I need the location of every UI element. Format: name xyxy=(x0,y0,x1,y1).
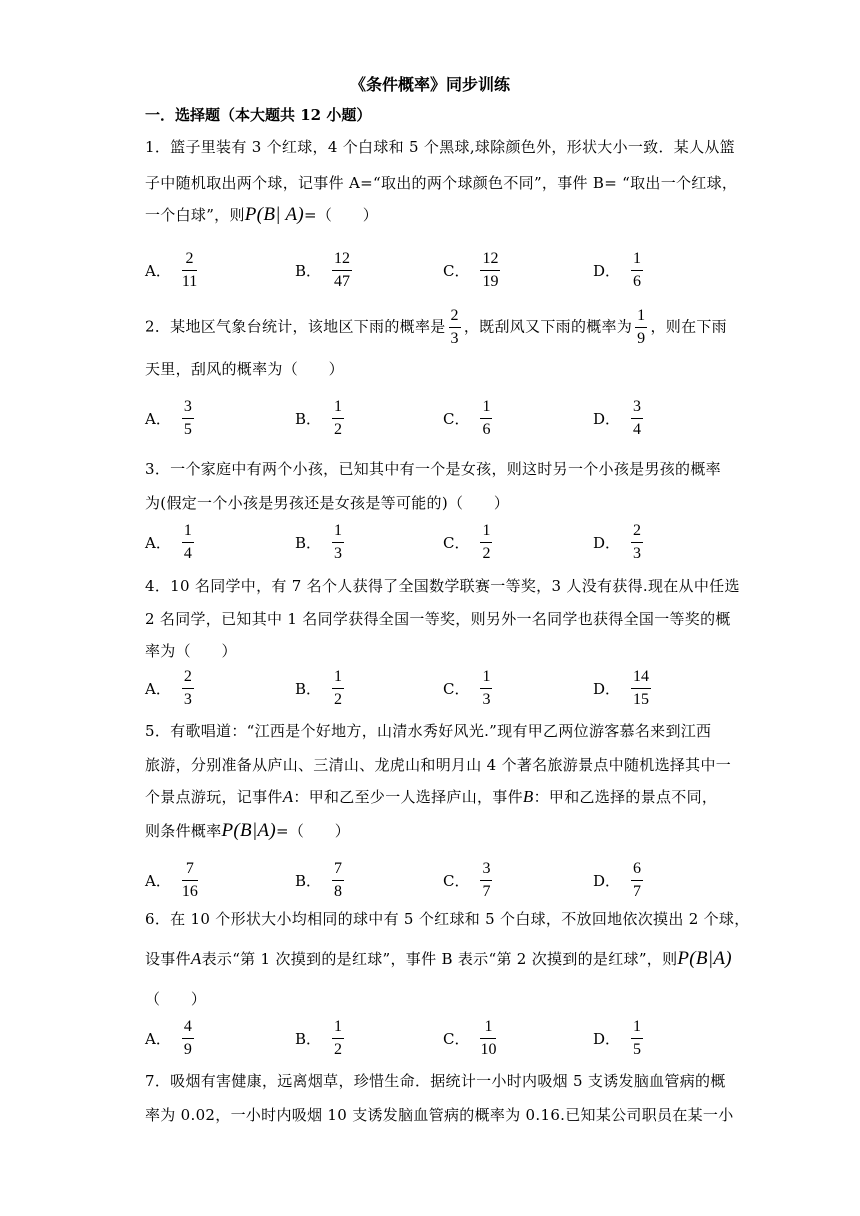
option-d[interactable]: D． $\frac{1}{5}$ xyxy=(593,1017,642,1058)
q3-line-2: 为(假定一个小孩是男孩还是女孩是等可能的)（ ） xyxy=(145,494,510,512)
fraction: $\frac{6}{7}$ xyxy=(633,859,642,900)
fraction: $\frac{12}{47}$ xyxy=(334,249,351,290)
q1-options xyxy=(145,248,745,292)
fraction: $\frac{1}{2}$ xyxy=(482,521,491,562)
q5-line-1: 5．有歌唱道：“江西是个好地方，山清水秀好风光.”现有甲乙两位游客慕名来到江西 xyxy=(145,722,712,740)
fraction: $\frac{7}{8}$ xyxy=(334,859,343,900)
fraction: $\frac{12}{19}$ xyxy=(482,249,499,290)
fraction: $\frac{14}{15}$ xyxy=(633,667,650,708)
formula-p-b-given-a: P(B|A) xyxy=(221,820,277,841)
q1-line-3: 一个白球”，则P(B| A)=（ ） xyxy=(145,204,379,225)
event-a-symbol: A xyxy=(282,787,294,806)
q5-line-2: 旅游，分别准备从庐山、三清山、龙虎山和明月山 4 个著名旅游景点中随机选择其中一 xyxy=(145,756,732,774)
option-a[interactable]: A． $\frac{1}{4}$ xyxy=(145,521,192,562)
event-b-symbol: B xyxy=(522,787,534,806)
q1-line-1: 1．篮子里装有 3 个红球，4 个白球和 5 个黑球,球除颜色外，形状大小一致．某人从篮 xyxy=(145,138,735,156)
fraction: $\frac{1}{3}$ xyxy=(482,667,491,708)
option-b[interactable]: B． $\frac{1}{2}$ xyxy=(295,397,343,438)
option-b[interactable]: B． $\frac{1}{3}$ xyxy=(295,521,343,562)
page-title: 《条件概率》同步训练 xyxy=(349,75,510,94)
option-c[interactable]: C． $\frac{12}{19}$ xyxy=(443,249,499,290)
event-a-symbol: A xyxy=(190,949,202,968)
option-c[interactable]: C． $\frac{3}{7}$ xyxy=(443,859,491,900)
option-d[interactable]: D． $\frac{14}{15}$ xyxy=(593,667,650,708)
fraction: $\frac{1}{2}$ xyxy=(334,667,343,708)
option-a[interactable]: A． $\frac{3}{5}$ xyxy=(145,397,192,438)
fraction: $\frac{3}{5}$ xyxy=(183,397,192,438)
q2-options xyxy=(145,396,745,440)
option-c[interactable]: C． $\frac{1}{2}$ xyxy=(443,521,491,562)
q3-line-1: 3．一个家庭中有两个小孩，已知其中有一个是女孩，则这时另一个小孩是男孩的概率 xyxy=(145,460,721,478)
fraction: $\frac{1}{2}$ xyxy=(334,1017,343,1058)
option-b[interactable]: B． $\frac{12}{47}$ xyxy=(295,249,351,290)
fraction: $\frac{2}{3}$ xyxy=(183,667,192,708)
formula-p-b-given-a: P(B|A) xyxy=(677,948,732,969)
fraction: $\frac{1}{9}$ xyxy=(637,307,646,347)
option-c[interactable]: C． $\frac{1}{10}$ xyxy=(443,1017,497,1058)
fraction: $\frac{1}{6}$ xyxy=(482,397,491,438)
option-b[interactable]: B． $\frac{7}{8}$ xyxy=(295,859,343,900)
option-b[interactable]: B． $\frac{1}{2}$ xyxy=(295,667,343,708)
option-a[interactable]: A． $\frac{2}{11}$ xyxy=(145,249,198,290)
q4-line-2: 2 名同学，已知其中 1 名同学获得全国一等奖，则另外一名同学也获得全国一等奖的概 xyxy=(145,610,731,628)
fraction: $\frac{2}{11}$ xyxy=(181,249,198,290)
q4-options xyxy=(145,666,745,710)
q7-line-1: 7．吸烟有害健康，远离烟草，珍惜生命．据统计一小时内吸烟 5 支诱发脑血管病的概 xyxy=(145,1072,726,1090)
section-heading: 一．选择题（本大题共 12 小题） xyxy=(145,106,372,124)
q5-line-4: 则条件概率P(B|A)=（ ） xyxy=(145,820,351,841)
q6-line-3: （ ） xyxy=(145,990,207,1008)
q4-line-1: 4．10 名同学中，有 7 名个人获得了全国数学联赛一等奖，3 人没有获得.现在从中任选 xyxy=(145,577,740,595)
option-b[interactable]: B． $\frac{1}{2}$ xyxy=(295,1017,343,1058)
q5-options xyxy=(145,858,745,902)
formula-p-b-given-a: P(B| A) xyxy=(244,204,304,225)
q1-line-2: 子中随机取出两个球，记事件 A=“取出的两个球颜色不同”，事件 B= “取出一个红球， xyxy=(145,174,738,192)
option-a[interactable]: A． $\frac{2}{3}$ xyxy=(145,667,192,708)
option-c[interactable]: C． $\frac{1}{6}$ xyxy=(443,397,491,438)
fraction: $\frac{3}{7}$ xyxy=(482,859,491,900)
q2-line-1: 2．某地区气象台统计，该地区下雨的概率是 $\frac{2}{3}$ ，既刮风又下雨的概率为 $\frac{1}{9}$ ，则在下雨 xyxy=(145,307,727,347)
fraction: $\frac{1}{4}$ xyxy=(183,521,192,562)
q7-line-2: 率为 0.02，一小时内吸烟 10 支诱发脑血管病的概率为 0.16.已知某公司职员在某一小 xyxy=(145,1106,734,1124)
q6-options xyxy=(145,1016,745,1060)
q6-line-2: 设事件A表示“第 1 次摸到的是红球”，事件 B 表示“第 2 次摸到的是红球”，则P(B|A) xyxy=(145,948,732,969)
fraction: $\frac{2}{3}$ xyxy=(450,307,459,347)
q5-line-3: 个景点游玩，记事件A：甲和乙至少一人选择庐山，事件B：甲和乙选择的景点不同， xyxy=(145,787,718,806)
fraction: $\frac{3}{4}$ xyxy=(633,397,642,438)
option-d[interactable]: D． $\frac{3}{4}$ xyxy=(593,397,642,438)
fraction: $\frac{7}{16}$ xyxy=(181,859,198,900)
q3-options xyxy=(145,520,745,564)
q6-line-1: 6．在 10 个形状大小均相同的球中有 5 个红球和 5 个白球，不放回地依次摸出 2 个球， xyxy=(145,910,750,928)
option-d[interactable]: D． $\frac{1}{6}$ xyxy=(593,249,642,290)
q4-line-3: 率为（ ） xyxy=(145,642,237,660)
option-c[interactable]: C． $\frac{1}{3}$ xyxy=(443,667,491,708)
option-d[interactable]: D． $\frac{2}{3}$ xyxy=(593,521,642,562)
option-a[interactable]: A． $\frac{7}{16}$ xyxy=(145,859,198,900)
fraction: $\frac{1}{5}$ xyxy=(633,1017,642,1058)
fraction: $\frac{1}{6}$ xyxy=(633,249,642,290)
option-d[interactable]: D． $\frac{6}{7}$ xyxy=(593,859,642,900)
fraction: $\frac{4}{9}$ xyxy=(183,1017,192,1058)
q2-line-2: 天里，刮风的概率为（ ） xyxy=(145,360,344,378)
fraction: $\frac{1}{10}$ xyxy=(480,1017,497,1058)
option-a[interactable]: A． $\frac{4}{9}$ xyxy=(145,1017,192,1058)
fraction: $\frac{1}{2}$ xyxy=(334,397,343,438)
fraction: $\frac{2}{3}$ xyxy=(633,521,642,562)
fraction: $\frac{1}{3}$ xyxy=(334,521,343,562)
